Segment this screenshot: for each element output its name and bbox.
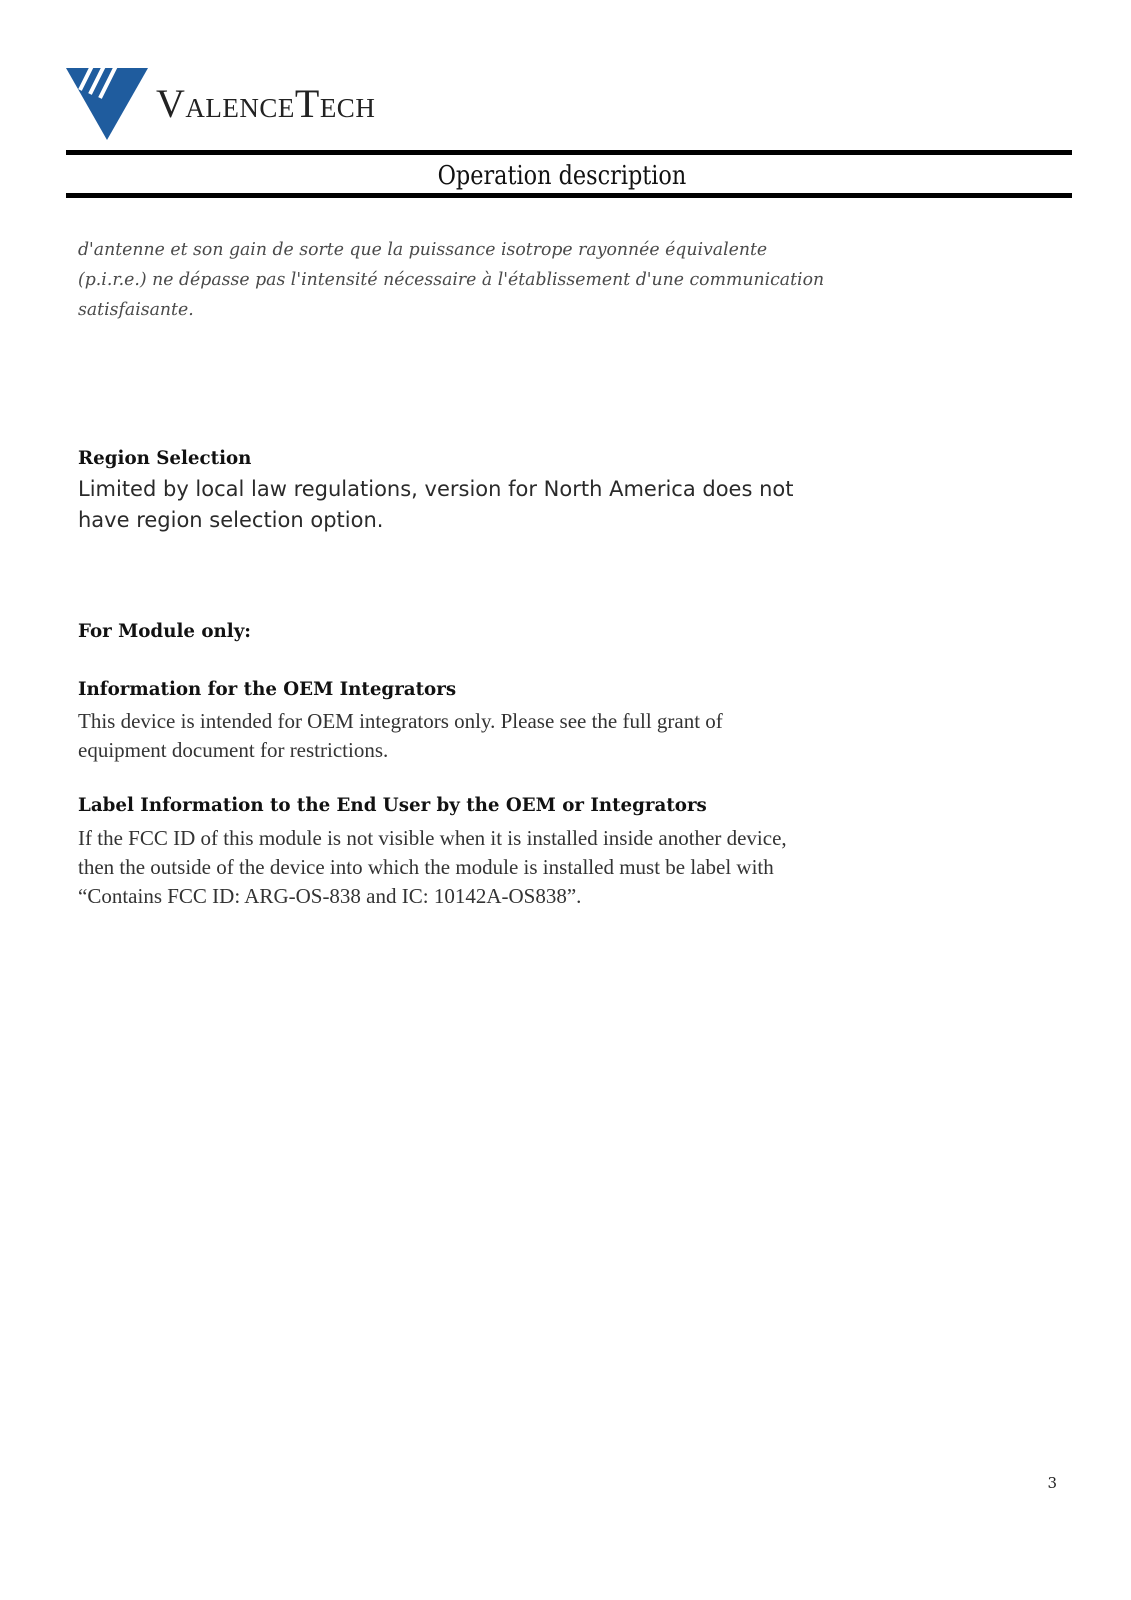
french-line: d'antenne et son gain de sorte que la puissance isotrope rayonnée équivalente — [78, 239, 768, 260]
module-only-heading: For Module only: — [78, 620, 252, 642]
header-rule-top — [66, 150, 1072, 155]
logo-wordmark: VALENCETECH — [156, 81, 376, 126]
oem-line: This device is intended for OEM integrators only. Please see the full grant of — [78, 709, 723, 733]
page-number: 3 — [1047, 1474, 1057, 1492]
region-line: Limited by local law regulations, version for North America does not — [78, 477, 794, 501]
header-rule-bottom — [66, 193, 1072, 198]
region-selection-text — [78, 474, 794, 536]
label-info-text — [78, 824, 787, 911]
label-line: If the FCC ID of this module is not visible when it is installed inside another device, — [78, 826, 787, 850]
company-logo — [66, 68, 426, 144]
oem-line: equipment document for restrictions. — [78, 738, 389, 762]
french-paragraph — [78, 235, 898, 325]
region-selection-heading: Region Selection — [78, 447, 252, 469]
label-line: then the outside of the device into which the module is installed must be label with — [78, 855, 774, 879]
region-line: have region selection option. — [78, 508, 384, 532]
label-info-heading: Label Information to the End User by the OEM or Integrators — [78, 794, 707, 816]
french-line: satisfaisante. — [78, 299, 194, 320]
oem-info-text — [78, 707, 723, 765]
valencetech-logo-icon — [66, 68, 152, 144]
page-title: Operation description — [437, 161, 687, 191]
label-line: “Contains FCC ID: ARG-OS-838 and IC: 10142A-OS838”. — [78, 884, 582, 908]
oem-info-heading: Information for the OEM Integrators — [78, 678, 457, 700]
french-line: (p.i.r.e.) ne dépasse pas l'intensité nécessaire à l'établissement d'une communication — [78, 269, 825, 290]
